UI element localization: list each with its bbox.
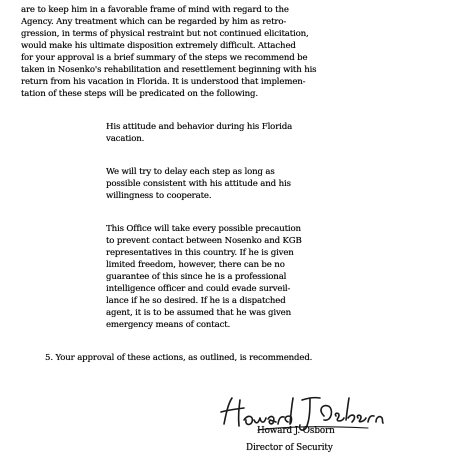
condition-c-line-8: agent, it is to be assumed that he was given [106, 308, 292, 318]
condition-c-line-7: lance if he so desired. If he is a dispatched [106, 296, 286, 306]
signer-title: Director of Security [246, 443, 333, 453]
condition-a-line-1: His attitude and behavior during his Florida [106, 122, 293, 132]
condition-c-line-1: This Office will take every possible precaution [106, 224, 301, 234]
condition-c-line-4: limited freedom, however, there can be no [106, 260, 285, 270]
condition-c-line-5: guarantee of this since he is a professional [106, 272, 287, 282]
intro-line-5: for your approval is a brief summary of the steps we recommend be [21, 53, 308, 63]
signer-name: Howard J. Osborn [257, 426, 335, 436]
paragraph-5: 5. Your approval of these actions, as outlined, is recommended. [45, 353, 313, 363]
condition-b-line-3: willingness to cooperate. [106, 191, 212, 201]
intro-line-1: are to keep him in a favorable frame of mind with regard to the [21, 5, 289, 15]
condition-b-line-2: possible consistent with his attitude and his [106, 179, 291, 189]
condition-b-line-1: We will try to delay each step as long as [106, 167, 275, 177]
intro-line-7: return from his vacation in Florida. It is understood that implemen- [21, 77, 306, 87]
intro-line-4: would make his ultimate disposition extremely difficult. Attached [21, 41, 296, 51]
intro-line-2: Agency. Any treatment which can be regarded by him as retro- [21, 17, 287, 27]
condition-a-line-2: vacation. [106, 134, 145, 144]
intro-line-3: gression, in terms of physical restraint but not continued elicitation, [21, 29, 309, 39]
condition-c-line-9: emergency means of contact. [106, 320, 231, 330]
intro-line-6: taken in Nosenko's rehabilitation and resettlement beginning with his [21, 65, 317, 75]
condition-c-line-2: to prevent contact between Nosenko and KGB [106, 236, 302, 246]
condition-c-line-3: representatives in this country. If he is given [106, 248, 294, 258]
intro-line-8: tation of these steps will be predicated on the following. [21, 89, 258, 99]
condition-c-line-6: intelligence officer and could evade surveil- [106, 284, 291, 294]
